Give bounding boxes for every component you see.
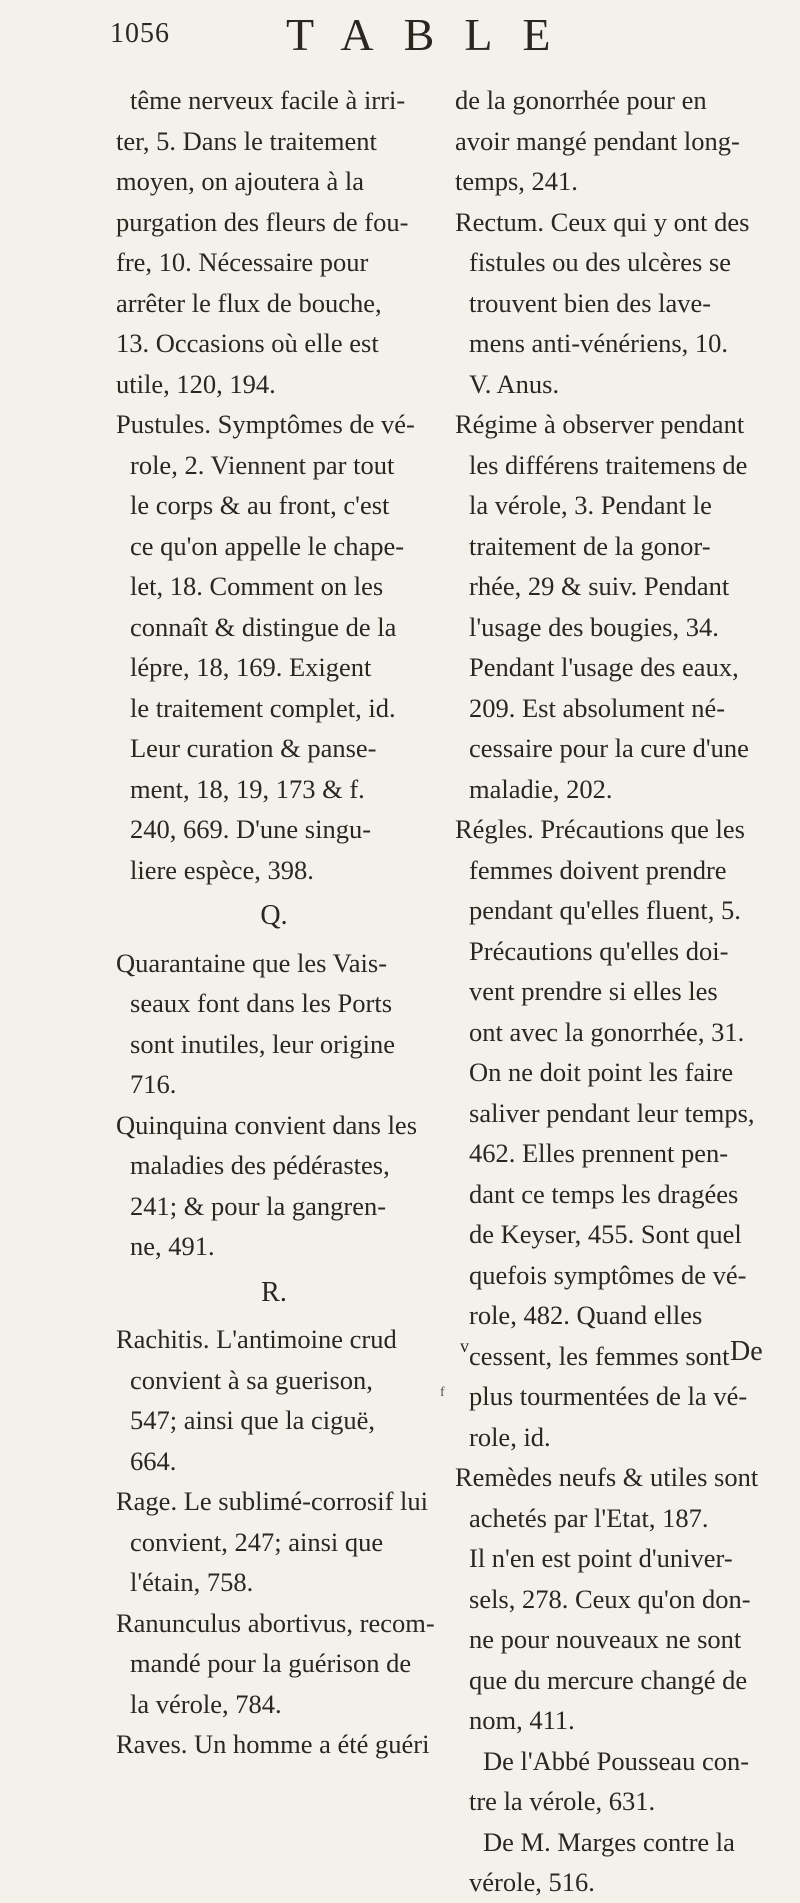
index-line: saliver pendant leur temps, [469,1097,755,1128]
index-line: ont avec la gonorrhée, 31. [469,1016,745,1047]
index-line: de Keyser, 455. Sont quel [469,1219,742,1249]
index-line: l'étain, 758. [130,1567,254,1597]
index-line: liere espèce, 398. [130,854,314,885]
index-entry-head: Quinquina convient dans les [116,1109,418,1140]
index-entry-head: Ranunculus abortivus, recom- [116,1607,435,1638]
running-title: TABLE [286,9,581,60]
index-line: let, 18. Comment on les [130,571,384,601]
index-line: femmes doivent prendre [469,854,727,885]
signature-mark: v [460,1336,469,1356]
section-letter-q: Q. [260,900,288,931]
index-line: vérole, 516. [469,1867,595,1897]
index-line: mandé pour la guérison de [130,1648,412,1678]
index-line: traitement de la gonor- [469,530,711,561]
index-line: la vérole, 3. Pendant le [469,490,712,520]
index-line: l'usage des bougies, 34. [469,611,719,642]
index-line: purgation des fleurs de fou- [116,206,409,237]
index-line: De M. Marges contre la [483,1826,735,1857]
index-line: que du mercure changé de [469,1664,748,1695]
index-line: convient à sa guerison, [130,1364,373,1395]
index-line: ment, 18, 19, 173 & f. [130,773,365,804]
index-line: ce qu'on appelle le chape- [130,530,405,561]
index-line: V. Anus. [469,368,560,399]
left-column [116,80,435,1765]
index-entry-head: Régime à observer pendant [455,409,745,439]
index-line: tême nerveux facile à irri- [130,85,406,115]
index-line: sont inutiles, leur origine [130,1028,395,1059]
page-number: 1056 [110,18,170,49]
index-line: Pendant l'usage des eaux, [469,652,739,682]
index-line: 716. [130,1069,177,1099]
index-line: ter, 5. Dans le traitement [116,125,377,156]
index-line: temps, 241. [455,166,578,196]
index-line: ne pour nouveaux ne sont [469,1624,742,1654]
index-line: mens anti-vénériens, 10. [469,328,729,358]
index-line: trouvent bien des lave- [469,287,712,318]
index-line: De l'Abbé Pousseau con- [483,1745,750,1776]
index-line: ne, 491. [130,1231,215,1261]
index-line: utile, 120, 194. [116,368,276,399]
index-line: Précautions qu'elles doi- [469,935,729,966]
index-line: vent prendre si elles les [469,976,718,1006]
index-line: 241; & pour la gangren- [130,1190,387,1221]
index-line: 664. [130,1445,177,1476]
index-line: pendant qu'elles fluent, 5. [469,895,741,925]
index-line: dant ce temps les dragées [469,1178,739,1209]
index-line: maladie, 202. [469,773,613,804]
index-line: role, id. [469,1421,551,1452]
index-line: On ne doit point les faire [469,1057,734,1087]
index-line: 240, 669. D'une singu- [130,814,372,844]
index-entry-head: Rachitis. L'antimoine crud [116,1324,397,1354]
index-line: la vérole, 784. [130,1688,282,1719]
index-line: seaux font dans les Ports [130,988,393,1018]
index-line: 13. Occasions où elle est [116,328,379,358]
index-line: 462. Elles prennent pen- [469,1138,729,1168]
index-line: sels, 278. Ceux qu'on don- [469,1583,751,1614]
index-line: nom, 411. [469,1705,575,1735]
index-entry-head: Rectum. Ceux qui y ont des [455,206,750,237]
index-line: moyen, on ajoutera à la [116,166,364,196]
catchword: De [730,1336,763,1367]
index-entry-head: Régles. Précautions que les [455,814,745,844]
index-line: Leur curation & panse- [130,733,377,763]
index-line: avoir mangé pendant long- [455,125,740,156]
index-line: arrêter le flux de bouche, [116,287,382,318]
index-line: cessent, les femmes sont [469,1340,730,1371]
index-line: tre la vérole, 631. [469,1786,656,1816]
index-line: maladies des pédérastes, [130,1150,390,1180]
index-line: cessaire pour la cure d'une [469,733,749,763]
index-line: achetés par l'Etat, 187. [469,1502,709,1533]
index-line: 547; ainsi que la ciguë, [130,1405,376,1435]
index-line: le traitement complet, id. [130,692,396,723]
index-entry-head: Quarantaine que les Vais- [116,947,388,978]
index-entry-head: Rage. Le sublimé-corrosif lui [116,1486,429,1516]
index-line: Il n'en est point d'univer- [469,1543,733,1573]
page-header [110,9,770,72]
index-entry-head: Raves. Un homme a été guéri [116,1729,430,1759]
section-letter-r: R. [261,1276,287,1308]
bottom-mark: f [440,1385,445,1400]
index-line: de la gonorrhée pour en [455,85,707,115]
index-line: quefois symptômes de vé- [469,1259,747,1290]
right-column [455,80,785,1903]
index-line: les différens traitemens de [469,449,748,480]
index-line: rhée, 29 & suiv. Pendant [469,571,730,601]
index-entry-head: Remèdes neufs & utiles sont [455,1462,759,1492]
index-line: plus tourmentées de la vé- [469,1381,748,1411]
index-line: le corps & au front, c'est [130,490,390,520]
index-line: role, 2. Viennent par tout [130,449,395,480]
index-line: lépre, 18, 169. Exigent [130,652,372,682]
index-line: role, 482. Quand elles [469,1300,703,1330]
index-line: fre, 10. Nécessaire pour [116,247,369,277]
index-line: 209. Est absolument né- [469,692,726,723]
index-line: fistules ou des ulcères se [469,247,731,277]
index-entry-head: Pustules. Symptômes de vé- [116,409,415,439]
index-line: connaît & distingue de la [130,611,397,642]
index-line: convient, 247; ainsi que [130,1526,384,1557]
